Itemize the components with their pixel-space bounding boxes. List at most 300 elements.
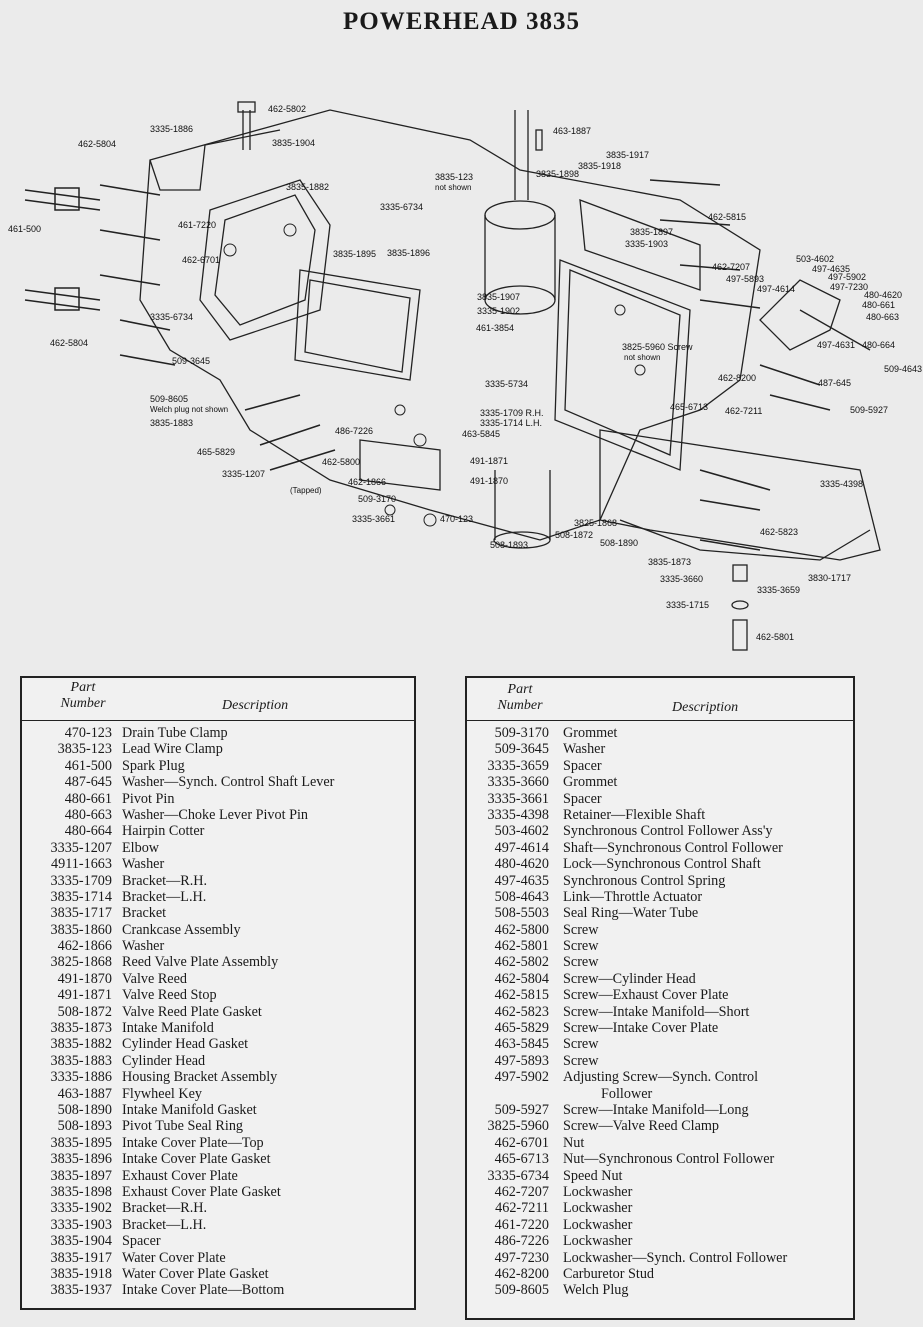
table-row xyxy=(467,1282,853,1298)
part-description: Bracket—R.H. xyxy=(122,1200,208,1217)
callout-label: 508-1872 xyxy=(555,530,594,540)
part-description: Washer xyxy=(563,741,606,758)
part-description: Nut—Synchronous Control Follower xyxy=(563,1151,775,1168)
part-description: Grommet xyxy=(563,725,618,741)
part-description: Valve Reed Stop xyxy=(122,987,217,1004)
part-number: 491-1871 xyxy=(57,987,112,1004)
part-description: Nut xyxy=(563,1134,585,1151)
table-row xyxy=(22,807,414,823)
callout-label: 3335-1886 xyxy=(150,124,194,134)
part-description: Intake Manifold Gasket xyxy=(122,1101,257,1118)
table-row xyxy=(467,987,853,1003)
part-number: 497-5893 xyxy=(494,1052,549,1069)
callout-label: 3835-123 xyxy=(435,172,474,182)
callout-label: 3835-1907 xyxy=(477,292,521,302)
table-row xyxy=(467,1086,853,1102)
table-row xyxy=(22,856,414,872)
diagram-note: not shown xyxy=(435,183,472,192)
table-row xyxy=(467,1266,853,1282)
callout-label: 3335-3659 xyxy=(757,585,801,595)
part-description: Intake Cover Plate Gasket xyxy=(122,1151,271,1168)
table-row xyxy=(467,1004,853,1020)
callout-label: 462-5823 xyxy=(760,527,799,537)
callout-label: 3835-1895 xyxy=(333,249,377,259)
callout-label: 3335-4398 xyxy=(820,479,864,489)
callout-label: 3835-1883 xyxy=(150,418,194,428)
table-row xyxy=(22,774,414,790)
part-number xyxy=(467,1086,563,1102)
part-number: 462-5802 xyxy=(494,954,549,971)
part-number: 3835-1896 xyxy=(50,1151,112,1168)
callout-label: 3835-1873 xyxy=(648,557,692,567)
part-number: 480-661 xyxy=(64,790,112,807)
callout-label: 462-5800 xyxy=(322,457,361,467)
callout-label: 497-4631 xyxy=(817,340,856,350)
callout-label: 480-663 xyxy=(866,312,900,322)
part-description: Valve Reed Plate Gasket xyxy=(122,1003,262,1020)
callout-label: 480-4620 xyxy=(864,290,903,300)
part-description: Exhaust Cover Plate Gasket xyxy=(122,1183,281,1200)
part-number: 487-645 xyxy=(64,774,112,791)
callout-label: 461-3854 xyxy=(476,323,515,333)
part-description: Water Cover Plate xyxy=(122,1249,226,1266)
callout-label: 465-6713 xyxy=(670,402,709,412)
callout-label: 3335-1714 L.H. xyxy=(480,418,543,428)
part-number: 3335-1903 xyxy=(50,1216,112,1233)
part-number: 463-5845 xyxy=(494,1036,549,1053)
header-part: Part xyxy=(70,680,96,695)
part-description: Intake Cover Plate—Top xyxy=(122,1134,264,1151)
header-description: Description xyxy=(222,698,289,713)
part-description: Welch Plug xyxy=(563,1282,629,1299)
header-part: Part xyxy=(507,682,533,697)
callout-label: 480-661 xyxy=(862,300,896,310)
diagram-note: Welch plug not shown xyxy=(150,405,229,414)
callout-label: 462-7211 xyxy=(725,406,763,416)
diagram-note: not shown xyxy=(624,353,661,362)
part-number: 3835-1883 xyxy=(50,1052,112,1069)
part-description: Seal Ring—Water Tube xyxy=(563,905,699,922)
callout-label: 508-1890 xyxy=(600,538,639,548)
callout-label: 3835-1918 xyxy=(578,161,622,171)
part-number: 3335-1902 xyxy=(50,1200,112,1217)
table-row xyxy=(22,1102,414,1118)
part-number: 3825-1868 xyxy=(50,954,112,971)
part-number: 465-5829 xyxy=(494,1020,549,1037)
part-number: 508-1872 xyxy=(57,1003,112,1020)
callout-label: 3835-1896 xyxy=(387,248,431,258)
table-row xyxy=(467,807,853,823)
part-number: 508-1890 xyxy=(57,1101,112,1118)
table-row xyxy=(22,758,414,774)
callout-label: 3835-1897 xyxy=(630,227,674,237)
part-description: Screw xyxy=(563,1052,599,1069)
part-description: Bracket—L.H. xyxy=(122,888,207,905)
part-description: Water Cover Plate Gasket xyxy=(122,1265,269,1282)
table-rows xyxy=(467,721,853,1299)
part-number: 3835-1873 xyxy=(50,1020,112,1037)
table-row xyxy=(467,823,853,839)
part-number: 462-5823 xyxy=(494,1003,549,1020)
callout-label: 470-123 xyxy=(440,514,474,524)
table-row xyxy=(22,1217,414,1233)
callout-label: 462-7207 xyxy=(712,262,751,272)
callout-label: 3830-1717 xyxy=(808,573,852,583)
part-number: 462-5804 xyxy=(494,970,549,987)
part-number: 465-6713 xyxy=(494,1151,549,1168)
table-row xyxy=(467,856,853,872)
table-row xyxy=(467,1217,853,1233)
table-row xyxy=(22,1053,414,1069)
callout-label: 3825-1868 xyxy=(574,518,618,528)
part-description: Lockwasher xyxy=(563,1233,633,1250)
part-number: 486-7226 xyxy=(494,1233,549,1250)
part-description: Shaft—Synchronous Control Follower xyxy=(563,839,783,856)
callout-label: 509-8605 xyxy=(150,394,189,404)
callout-label: 3835-1882 xyxy=(286,182,330,192)
table-row xyxy=(22,823,414,839)
part-description: Screw xyxy=(563,921,599,938)
callout-label: 3335-1709 R.H. xyxy=(480,408,544,418)
part-number: 3335-4398 xyxy=(487,806,549,823)
table-row xyxy=(22,1266,414,1282)
part-description: Screw xyxy=(563,954,599,971)
part-number: 3335-3660 xyxy=(487,774,549,791)
callout-label: 3335-1902 xyxy=(477,306,521,316)
part-description: Lockwasher—Synch. Control Follower xyxy=(563,1249,788,1266)
callout-label: 462-8200 xyxy=(718,373,757,383)
part-number: 3835-123 xyxy=(57,741,112,758)
part-number: 509-3645 xyxy=(494,741,549,758)
table-row xyxy=(467,922,853,938)
part-number: 3835-1717 xyxy=(50,905,112,922)
part-number: 3825-5960 xyxy=(487,1118,549,1135)
part-number: 3335-1207 xyxy=(50,839,112,856)
part-description: Cylinder Head Gasket xyxy=(122,1036,249,1053)
part-number: 3335-3661 xyxy=(487,790,549,807)
part-number: 461-500 xyxy=(64,757,112,774)
table-row xyxy=(22,987,414,1003)
part-description: Link—Throttle Actuator xyxy=(563,888,703,905)
table-row xyxy=(22,889,414,905)
part-description: Washer—Synch. Control Shaft Lever xyxy=(122,774,335,791)
callout-label: 509-5927 xyxy=(850,405,889,415)
callout-label: 3825-5960 Screw xyxy=(622,342,693,352)
part-number: 509-3170 xyxy=(494,725,549,741)
part-number: 3835-1895 xyxy=(50,1134,112,1151)
table-row xyxy=(467,1069,853,1085)
part-number: 462-1866 xyxy=(57,938,112,955)
part-description: Washer—Choke Lever Pivot Pin xyxy=(122,806,309,823)
part-description: Follower xyxy=(601,1085,653,1102)
part-description: Hairpin Cotter xyxy=(122,823,205,840)
part-description: Spacer xyxy=(122,1233,161,1250)
part-description: Screw—Intake Manifold—Long xyxy=(563,1101,749,1118)
part-number: 3835-1918 xyxy=(50,1265,112,1282)
part-number: 3835-1897 xyxy=(50,1167,112,1184)
callout-label: 3835-1904 xyxy=(272,138,316,148)
callout-label: 462-5801 xyxy=(756,632,795,642)
table-row xyxy=(467,1102,853,1118)
table-row xyxy=(22,1282,414,1298)
part-description: Exhaust Cover Plate xyxy=(122,1167,238,1184)
table-row xyxy=(22,1004,414,1020)
callout-label: 486-7226 xyxy=(335,426,374,436)
part-number: 3835-1714 xyxy=(50,888,112,905)
part-number: 3835-1917 xyxy=(50,1249,112,1266)
callout-label: 3335-5734 xyxy=(485,379,529,389)
table-row xyxy=(467,954,853,970)
part-number: 462-5801 xyxy=(494,938,549,955)
part-number: 3335-1709 xyxy=(50,872,112,889)
part-number: 462-7207 xyxy=(494,1183,549,1200)
part-number: 462-6701 xyxy=(494,1134,549,1151)
parts-table-left xyxy=(20,676,416,1310)
part-description: Screw—Intake Cover Plate xyxy=(563,1020,719,1037)
part-description: Screw xyxy=(563,1036,599,1053)
part-description: Spark Plug xyxy=(122,757,185,774)
callout-label: 509-3170 xyxy=(358,494,397,504)
callout-label: 497-4635 xyxy=(812,264,851,274)
part-number: 509-5927 xyxy=(494,1101,549,1118)
callout-label: 462-5804 xyxy=(78,139,117,149)
exploded-parts-diagram xyxy=(0,50,923,670)
callout-label: 497-4614 xyxy=(757,284,796,294)
part-description: Drain Tube Clamp xyxy=(122,725,228,741)
part-description: Intake Cover Plate—Bottom xyxy=(122,1282,285,1299)
page-title: POWERHEAD 3835 xyxy=(343,8,580,35)
part-number: 3335-6734 xyxy=(487,1167,549,1184)
callout-label: 3335-1715 xyxy=(666,600,710,610)
part-description: Screw—Valve Reed Clamp xyxy=(563,1118,720,1135)
part-number: 508-1893 xyxy=(57,1118,112,1135)
callout-label: 462-5804 xyxy=(50,338,89,348)
part-description: Screw—Exhaust Cover Plate xyxy=(563,987,729,1004)
table-row xyxy=(467,889,853,905)
part-number: 491-1870 xyxy=(57,970,112,987)
table-row xyxy=(22,1135,414,1151)
part-number: 508-4643 xyxy=(494,888,549,905)
part-number: 470-123 xyxy=(64,725,112,741)
callout-label: 465-5829 xyxy=(197,447,236,457)
callout-label: 461-7220 xyxy=(178,220,217,230)
table-row xyxy=(22,1118,414,1134)
diagram-note: (Tapped) xyxy=(290,486,322,495)
part-number: 509-8605 xyxy=(494,1282,549,1299)
callout-label: 462-1866 xyxy=(348,477,387,487)
table-row xyxy=(467,1168,853,1184)
part-description: Screw—Intake Manifold—Short xyxy=(563,1003,750,1020)
table-row xyxy=(467,1233,853,1249)
callout-label: 462-5815 xyxy=(708,212,747,222)
table-row xyxy=(22,1086,414,1102)
part-description: Washer xyxy=(122,938,165,955)
table-row xyxy=(467,1135,853,1151)
part-number: 462-7211 xyxy=(495,1200,549,1217)
part-number: 480-664 xyxy=(64,823,112,840)
part-number: 463-1887 xyxy=(57,1085,112,1102)
table-rows xyxy=(22,721,414,1299)
part-number: 480-4620 xyxy=(494,856,549,873)
part-description: Carburetor Stud xyxy=(563,1265,655,1282)
parts-table-right xyxy=(465,676,855,1320)
table-row xyxy=(22,1151,414,1167)
callout-label: 509-3645 xyxy=(172,356,211,366)
table-row xyxy=(467,1118,853,1134)
part-number: 462-8200 xyxy=(494,1265,549,1282)
table-row xyxy=(22,1168,414,1184)
part-number: 462-5815 xyxy=(494,987,549,1004)
part-description: Bracket—L.H. xyxy=(122,1216,207,1233)
table-row xyxy=(22,1069,414,1085)
part-description: Pivot Pin xyxy=(122,790,175,807)
part-number: 508-5503 xyxy=(494,905,549,922)
callout-label: 497-5893 xyxy=(726,274,765,284)
table-row xyxy=(22,725,414,741)
part-description: Synchronous Control Spring xyxy=(563,872,726,889)
table-row xyxy=(22,840,414,856)
callout-label: 462-5802 xyxy=(268,104,307,114)
callout-label: 463-1887 xyxy=(553,126,592,136)
callout-label: 3835-1917 xyxy=(606,150,650,160)
callout-label: 463-5845 xyxy=(462,429,501,439)
table-row xyxy=(22,954,414,970)
part-number: 3835-1898 xyxy=(50,1183,112,1200)
part-number: 503-4602 xyxy=(494,823,549,840)
table-header xyxy=(22,678,414,721)
part-number: 3835-1882 xyxy=(50,1036,112,1053)
callout-label: 462-6701 xyxy=(182,255,221,265)
table-row xyxy=(467,725,853,741)
part-description: Lock—Synchronous Control Shaft xyxy=(563,856,761,873)
part-description: Spacer xyxy=(563,790,602,807)
table-row xyxy=(22,1020,414,1036)
callout-label: 3335-1903 xyxy=(625,239,669,249)
table-header xyxy=(467,678,853,721)
callout-label: 487-645 xyxy=(818,378,852,388)
part-number: 3835-1937 xyxy=(50,1282,112,1299)
part-description: Elbow xyxy=(122,839,160,856)
part-description: Lead Wire Clamp xyxy=(122,741,223,758)
part-number: 497-5902 xyxy=(494,1069,549,1086)
table-row xyxy=(22,922,414,938)
table-row xyxy=(467,791,853,807)
part-description: Washer xyxy=(122,856,165,873)
table-row xyxy=(22,741,414,757)
callout-label: 503-4602 xyxy=(796,254,835,264)
table-row xyxy=(22,1036,414,1052)
part-number: 497-4635 xyxy=(494,872,549,889)
callout-label: 491-1871 xyxy=(470,456,509,466)
part-description: Bracket—R.H. xyxy=(122,872,208,889)
part-description: Screw xyxy=(563,938,599,955)
table-row xyxy=(467,840,853,856)
part-description: Spacer xyxy=(563,757,602,774)
table-row xyxy=(467,1020,853,1036)
table-row xyxy=(467,1036,853,1052)
table-row xyxy=(22,873,414,889)
part-number: 3835-1904 xyxy=(50,1233,112,1250)
table-row xyxy=(467,1053,853,1069)
part-description: Synchronous Control Follower Ass'y xyxy=(563,823,773,840)
callout-label: 497-5902 xyxy=(828,272,867,282)
table-row xyxy=(467,774,853,790)
table-row xyxy=(22,1250,414,1266)
table-row xyxy=(22,791,414,807)
part-description: Housing Bracket Assembly xyxy=(122,1069,278,1086)
table-row xyxy=(22,938,414,954)
callout-label: 480-664 xyxy=(862,340,896,350)
part-number: 480-663 xyxy=(64,806,112,823)
table-row xyxy=(467,1184,853,1200)
header-description: Description xyxy=(672,700,739,715)
part-number: 3335-3659 xyxy=(487,757,549,774)
part-description: Lockwasher xyxy=(563,1183,633,1200)
callout-label: 3335-6734 xyxy=(150,312,194,322)
part-number: 3335-1886 xyxy=(50,1069,112,1086)
callout-label: 508-1893 xyxy=(490,540,529,550)
table-row xyxy=(467,741,853,757)
part-number: 461-7220 xyxy=(494,1216,549,1233)
table-row xyxy=(22,1184,414,1200)
part-number: 4911-1663 xyxy=(51,856,112,873)
callout-label: 491-1870 xyxy=(470,476,509,486)
part-description: Pivot Tube Seal Ring xyxy=(122,1118,244,1135)
part-number: 497-4614 xyxy=(494,839,549,856)
table-row xyxy=(467,873,853,889)
part-number: 497-7230 xyxy=(494,1249,549,1266)
part-description: Reed Valve Plate Assembly xyxy=(122,954,279,971)
table-row xyxy=(22,905,414,921)
table-row xyxy=(467,905,853,921)
part-description: Lockwasher xyxy=(563,1200,633,1217)
table-row xyxy=(467,758,853,774)
table-row xyxy=(22,1233,414,1249)
table-row xyxy=(22,1200,414,1216)
part-number: 3835-1860 xyxy=(50,921,112,938)
part-description: Screw—Cylinder Head xyxy=(563,970,696,987)
part-description: Retainer—Flexible Shaft xyxy=(563,806,706,823)
table-row xyxy=(467,1200,853,1216)
part-description: Bracket xyxy=(122,905,167,922)
callout-label: 461-500 xyxy=(8,224,42,234)
part-description: Grommet xyxy=(563,774,618,791)
table-row xyxy=(22,971,414,987)
part-description: Adjusting Screw—Synch. Control xyxy=(563,1069,759,1086)
header-number: Number xyxy=(60,696,106,711)
callout-label: 497-7230 xyxy=(830,282,869,292)
part-description: Flywheel Key xyxy=(122,1085,202,1102)
callout-label: 509-4643 xyxy=(884,364,923,374)
part-number: 462-5800 xyxy=(494,921,549,938)
part-description: Speed Nut xyxy=(563,1167,623,1184)
part-description: Valve Reed xyxy=(122,970,187,987)
part-description: Intake Manifold xyxy=(122,1020,214,1037)
table-row xyxy=(467,938,853,954)
header-number: Number xyxy=(497,698,543,713)
part-description: Cylinder Head xyxy=(122,1052,206,1069)
table-row xyxy=(467,1250,853,1266)
callout-label: 3335-3660 xyxy=(660,574,704,584)
part-description: Lockwasher xyxy=(563,1216,633,1233)
callout-label: 3335-3661 xyxy=(352,514,396,524)
callout-label: 3335-1207 xyxy=(222,469,266,479)
callout-label: 3835-1898 xyxy=(536,169,580,179)
table-row xyxy=(467,1151,853,1167)
powerhead-drawing xyxy=(0,50,923,670)
callout-label: 3335-6734 xyxy=(380,202,424,212)
part-description: Crankcase Assembly xyxy=(122,921,241,938)
